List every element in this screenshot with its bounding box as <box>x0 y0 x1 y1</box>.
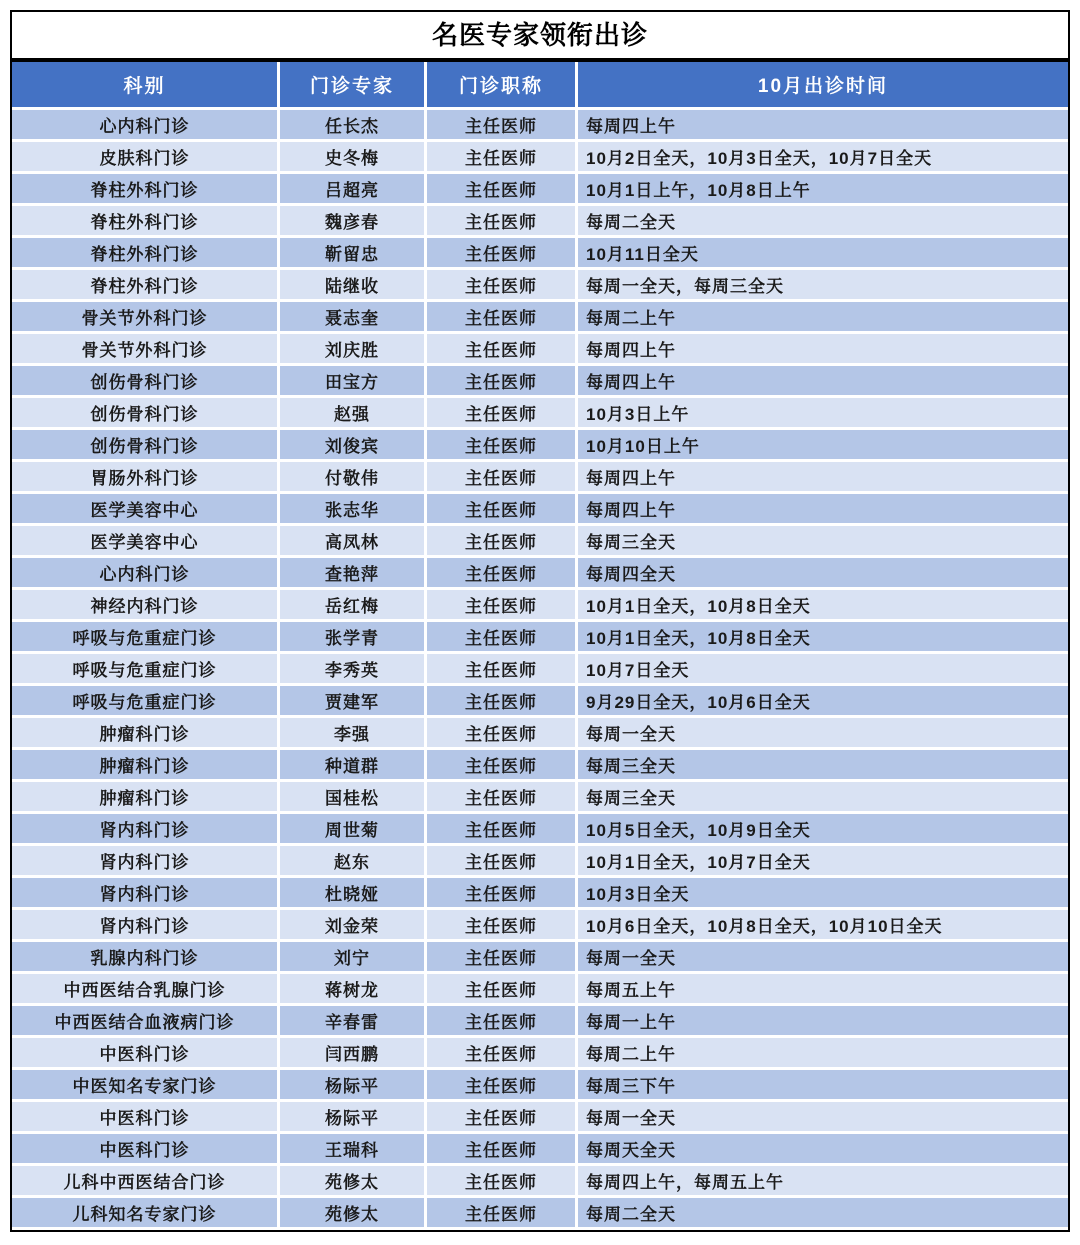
cell-department: 呼吸与危重症门诊 <box>12 622 277 651</box>
cell-doctor: 贾建军 <box>280 686 424 715</box>
cell-title: 主任医师 <box>427 302 575 331</box>
cell-doctor: 杜晓娅 <box>280 878 424 907</box>
cell-department: 医学美容中心 <box>12 494 277 523</box>
table-row <box>12 1038 1068 1067</box>
cell-schedule: 每周四上午 <box>578 494 1068 523</box>
cell-title: 主任医师 <box>427 398 575 427</box>
cell-doctor: 吕超亮 <box>280 174 424 203</box>
cell-doctor: 杨际平 <box>280 1070 424 1099</box>
cell-department: 中医科门诊 <box>12 1102 277 1131</box>
cell-schedule: 每周三全天 <box>578 782 1068 811</box>
cell-doctor: 史冬梅 <box>280 142 424 171</box>
cell-department: 中医科门诊 <box>12 1038 277 1067</box>
cell-schedule: 每周一全天 <box>578 1102 1068 1131</box>
table-row <box>12 526 1068 555</box>
cell-department: 骨关节外科门诊 <box>12 302 277 331</box>
cell-title: 主任医师 <box>427 1038 575 1067</box>
cell-department: 脊柱外科门诊 <box>12 174 277 203</box>
cell-title: 主任医师 <box>427 718 575 747</box>
cell-title: 主任医师 <box>427 174 575 203</box>
table-row <box>12 366 1068 395</box>
header-row <box>12 62 1068 107</box>
cell-schedule: 每周四上午 <box>578 366 1068 395</box>
cell-schedule: 每周四上午 <box>578 334 1068 363</box>
cell-schedule: 每周四上午，每周五上午 <box>578 1166 1068 1195</box>
cell-department: 创伤骨科门诊 <box>12 398 277 427</box>
cell-schedule: 10月11日全天 <box>578 238 1068 267</box>
cell-schedule: 每周二上午 <box>578 302 1068 331</box>
cell-doctor: 赵东 <box>280 846 424 875</box>
cell-doctor: 周世菊 <box>280 814 424 843</box>
cell-doctor: 李强 <box>280 718 424 747</box>
cell-department: 呼吸与危重症门诊 <box>12 686 277 715</box>
table-row <box>12 430 1068 459</box>
cell-title: 主任医师 <box>427 366 575 395</box>
table-row <box>12 846 1068 875</box>
table-row <box>12 270 1068 299</box>
cell-doctor: 靳留忠 <box>280 238 424 267</box>
table-row <box>12 1070 1068 1099</box>
cell-title: 主任医师 <box>427 494 575 523</box>
table-row <box>12 302 1068 331</box>
cell-title: 主任医师 <box>427 1006 575 1035</box>
table-row <box>12 1198 1068 1227</box>
cell-doctor: 刘金荣 <box>280 910 424 939</box>
cell-department: 中医知名专家门诊 <box>12 1070 277 1099</box>
table-row <box>12 654 1068 683</box>
cell-doctor: 刘庆胜 <box>280 334 424 363</box>
cell-schedule: 每周四上午 <box>578 462 1068 491</box>
cell-schedule: 10月1日上午，10月8日上午 <box>578 174 1068 203</box>
cell-schedule: 10月3日上午 <box>578 398 1068 427</box>
cell-schedule: 10月10日上午 <box>578 430 1068 459</box>
table-row <box>12 974 1068 1003</box>
cell-department: 骨关节外科门诊 <box>12 334 277 363</box>
cell-doctor: 李秀英 <box>280 654 424 683</box>
cell-doctor: 刘宁 <box>280 942 424 971</box>
cell-doctor: 国桂松 <box>280 782 424 811</box>
cell-title: 主任医师 <box>427 942 575 971</box>
cell-doctor: 张志华 <box>280 494 424 523</box>
cell-title: 主任医师 <box>427 110 575 139</box>
cell-schedule: 9月29日全天，10月6日全天 <box>578 686 1068 715</box>
cell-department: 肾内科门诊 <box>12 878 277 907</box>
cell-title: 主任医师 <box>427 782 575 811</box>
table-row <box>12 494 1068 523</box>
cell-doctor: 苑修太 <box>280 1198 424 1227</box>
cell-title: 主任医师 <box>427 750 575 779</box>
cell-doctor: 杨际平 <box>280 1102 424 1131</box>
cell-schedule: 每周三下午 <box>578 1070 1068 1099</box>
table-row <box>12 174 1068 203</box>
table-row <box>12 782 1068 811</box>
cell-department: 中西医结合血液病门诊 <box>12 1006 277 1035</box>
cell-schedule: 每周天全天 <box>578 1134 1068 1163</box>
cell-schedule: 10月5日全天，10月9日全天 <box>578 814 1068 843</box>
cell-doctor: 种道群 <box>280 750 424 779</box>
cell-schedule: 每周四全天 <box>578 558 1068 587</box>
table-row <box>12 462 1068 491</box>
cell-department: 儿科知名专家门诊 <box>12 1198 277 1227</box>
table-row <box>12 686 1068 715</box>
cell-schedule: 每周五上午 <box>578 974 1068 1003</box>
cell-schedule: 每周三全天 <box>578 526 1068 555</box>
cell-department: 肾内科门诊 <box>12 910 277 939</box>
cell-title: 主任医师 <box>427 846 575 875</box>
table-title: 名医专家领衔出诊 <box>12 12 1068 62</box>
cell-schedule: 每周二上午 <box>578 1038 1068 1067</box>
table-row <box>12 910 1068 939</box>
cell-department: 脊柱外科门诊 <box>12 206 277 235</box>
cell-schedule: 10月3日全天 <box>578 878 1068 907</box>
cell-department: 乳腺内科门诊 <box>12 942 277 971</box>
cell-title: 主任医师 <box>427 974 575 1003</box>
cell-department: 胃肠外科门诊 <box>12 462 277 491</box>
table-row <box>12 814 1068 843</box>
cell-schedule: 10月6日全天，10月8日全天，10月10日全天 <box>578 910 1068 939</box>
cell-doctor: 高凤林 <box>280 526 424 555</box>
table-row <box>12 334 1068 363</box>
cell-title: 主任医师 <box>427 526 575 555</box>
cell-department: 脊柱外科门诊 <box>12 270 277 299</box>
cell-department: 脊柱外科门诊 <box>12 238 277 267</box>
cell-department: 中西医结合乳腺门诊 <box>12 974 277 1003</box>
cell-title: 主任医师 <box>427 334 575 363</box>
cell-title: 主任医师 <box>427 1166 575 1195</box>
cell-department: 肾内科门诊 <box>12 846 277 875</box>
cell-doctor: 陆继收 <box>280 270 424 299</box>
cell-schedule: 每周二全天 <box>578 1198 1068 1227</box>
cell-title: 主任医师 <box>427 622 575 651</box>
cell-doctor: 岳红梅 <box>280 590 424 619</box>
table-row <box>12 206 1068 235</box>
cell-doctor: 刘俊宾 <box>280 430 424 459</box>
cell-doctor: 王瑞科 <box>280 1134 424 1163</box>
col-header-department: 科别 <box>12 62 277 107</box>
cell-department: 肿瘤科门诊 <box>12 750 277 779</box>
cell-department: 肾内科门诊 <box>12 814 277 843</box>
cell-schedule: 每周一全天，每周三全天 <box>578 270 1068 299</box>
cell-department: 中医科门诊 <box>12 1134 277 1163</box>
cell-department: 肿瘤科门诊 <box>12 782 277 811</box>
cell-title: 主任医师 <box>427 1198 575 1227</box>
cell-title: 主任医师 <box>427 910 575 939</box>
cell-schedule: 10月2日全天，10月3日全天，10月7日全天 <box>578 142 1068 171</box>
cell-title: 主任医师 <box>427 270 575 299</box>
cell-title: 主任医师 <box>427 1102 575 1131</box>
cell-title: 主任医师 <box>427 1070 575 1099</box>
cell-doctor: 聂志奎 <box>280 302 424 331</box>
col-header-doctor: 门诊专家 <box>280 62 424 107</box>
cell-department: 神经内科门诊 <box>12 590 277 619</box>
cell-doctor: 查艳萍 <box>280 558 424 587</box>
cell-doctor: 田宝方 <box>280 366 424 395</box>
cell-title: 主任医师 <box>427 654 575 683</box>
cell-department: 呼吸与危重症门诊 <box>12 654 277 683</box>
cell-doctor: 苑修太 <box>280 1166 424 1195</box>
cell-doctor: 赵强 <box>280 398 424 427</box>
cell-department: 儿科中西医结合门诊 <box>12 1166 277 1195</box>
cell-title: 主任医师 <box>427 814 575 843</box>
cell-department: 心内科门诊 <box>12 558 277 587</box>
cell-doctor: 付敬伟 <box>280 462 424 491</box>
cell-title: 主任医师 <box>427 206 575 235</box>
table-row <box>12 558 1068 587</box>
schedule-grid <box>12 62 1068 1230</box>
cell-title: 主任医师 <box>427 590 575 619</box>
table-row <box>12 718 1068 747</box>
cell-title: 主任医师 <box>427 430 575 459</box>
cell-doctor: 张学青 <box>280 622 424 651</box>
cell-title: 主任医师 <box>427 878 575 907</box>
cell-title: 主任医师 <box>427 686 575 715</box>
table-row <box>12 878 1068 907</box>
cell-title: 主任医师 <box>427 142 575 171</box>
table-row <box>12 1102 1068 1131</box>
cell-schedule: 每周三全天 <box>578 750 1068 779</box>
col-header-title: 门诊职称 <box>427 62 575 107</box>
table-row <box>12 1134 1068 1163</box>
table-row <box>12 398 1068 427</box>
cell-doctor: 蒋树龙 <box>280 974 424 1003</box>
table-row <box>12 750 1068 779</box>
table-row <box>12 110 1068 139</box>
cell-title: 主任医师 <box>427 462 575 491</box>
cell-doctor: 魏彦春 <box>280 206 424 235</box>
table-row <box>12 1166 1068 1195</box>
cell-schedule: 10月1日全天，10月8日全天 <box>578 590 1068 619</box>
cell-department: 创伤骨科门诊 <box>12 430 277 459</box>
cell-schedule: 每周一上午 <box>578 1006 1068 1035</box>
cell-title: 主任医师 <box>427 1134 575 1163</box>
table-row <box>12 942 1068 971</box>
cell-schedule: 10月7日全天 <box>578 654 1068 683</box>
cell-schedule: 每周四上午 <box>578 110 1068 139</box>
cell-schedule: 每周一全天 <box>578 718 1068 747</box>
cell-schedule: 10月1日全天，10月7日全天 <box>578 846 1068 875</box>
table-row <box>12 622 1068 651</box>
cell-doctor: 辛春雷 <box>280 1006 424 1035</box>
cell-doctor: 任长杰 <box>280 110 424 139</box>
table-row <box>12 1006 1068 1035</box>
cell-title: 主任医师 <box>427 238 575 267</box>
cell-department: 皮肤科门诊 <box>12 142 277 171</box>
cell-department: 肿瘤科门诊 <box>12 718 277 747</box>
cell-schedule: 10月1日全天，10月8日全天 <box>578 622 1068 651</box>
cell-schedule: 每周二全天 <box>578 206 1068 235</box>
cell-department: 心内科门诊 <box>12 110 277 139</box>
table-row <box>12 238 1068 267</box>
col-header-schedule: 10月出诊时间 <box>578 62 1068 107</box>
schedule-table <box>10 10 1070 1232</box>
cell-doctor: 闫西鹏 <box>280 1038 424 1067</box>
cell-schedule: 每周一全天 <box>578 942 1068 971</box>
cell-department: 医学美容中心 <box>12 526 277 555</box>
table-row <box>12 142 1068 171</box>
cell-title: 主任医师 <box>427 558 575 587</box>
cell-department: 创伤骨科门诊 <box>12 366 277 395</box>
table-row <box>12 590 1068 619</box>
